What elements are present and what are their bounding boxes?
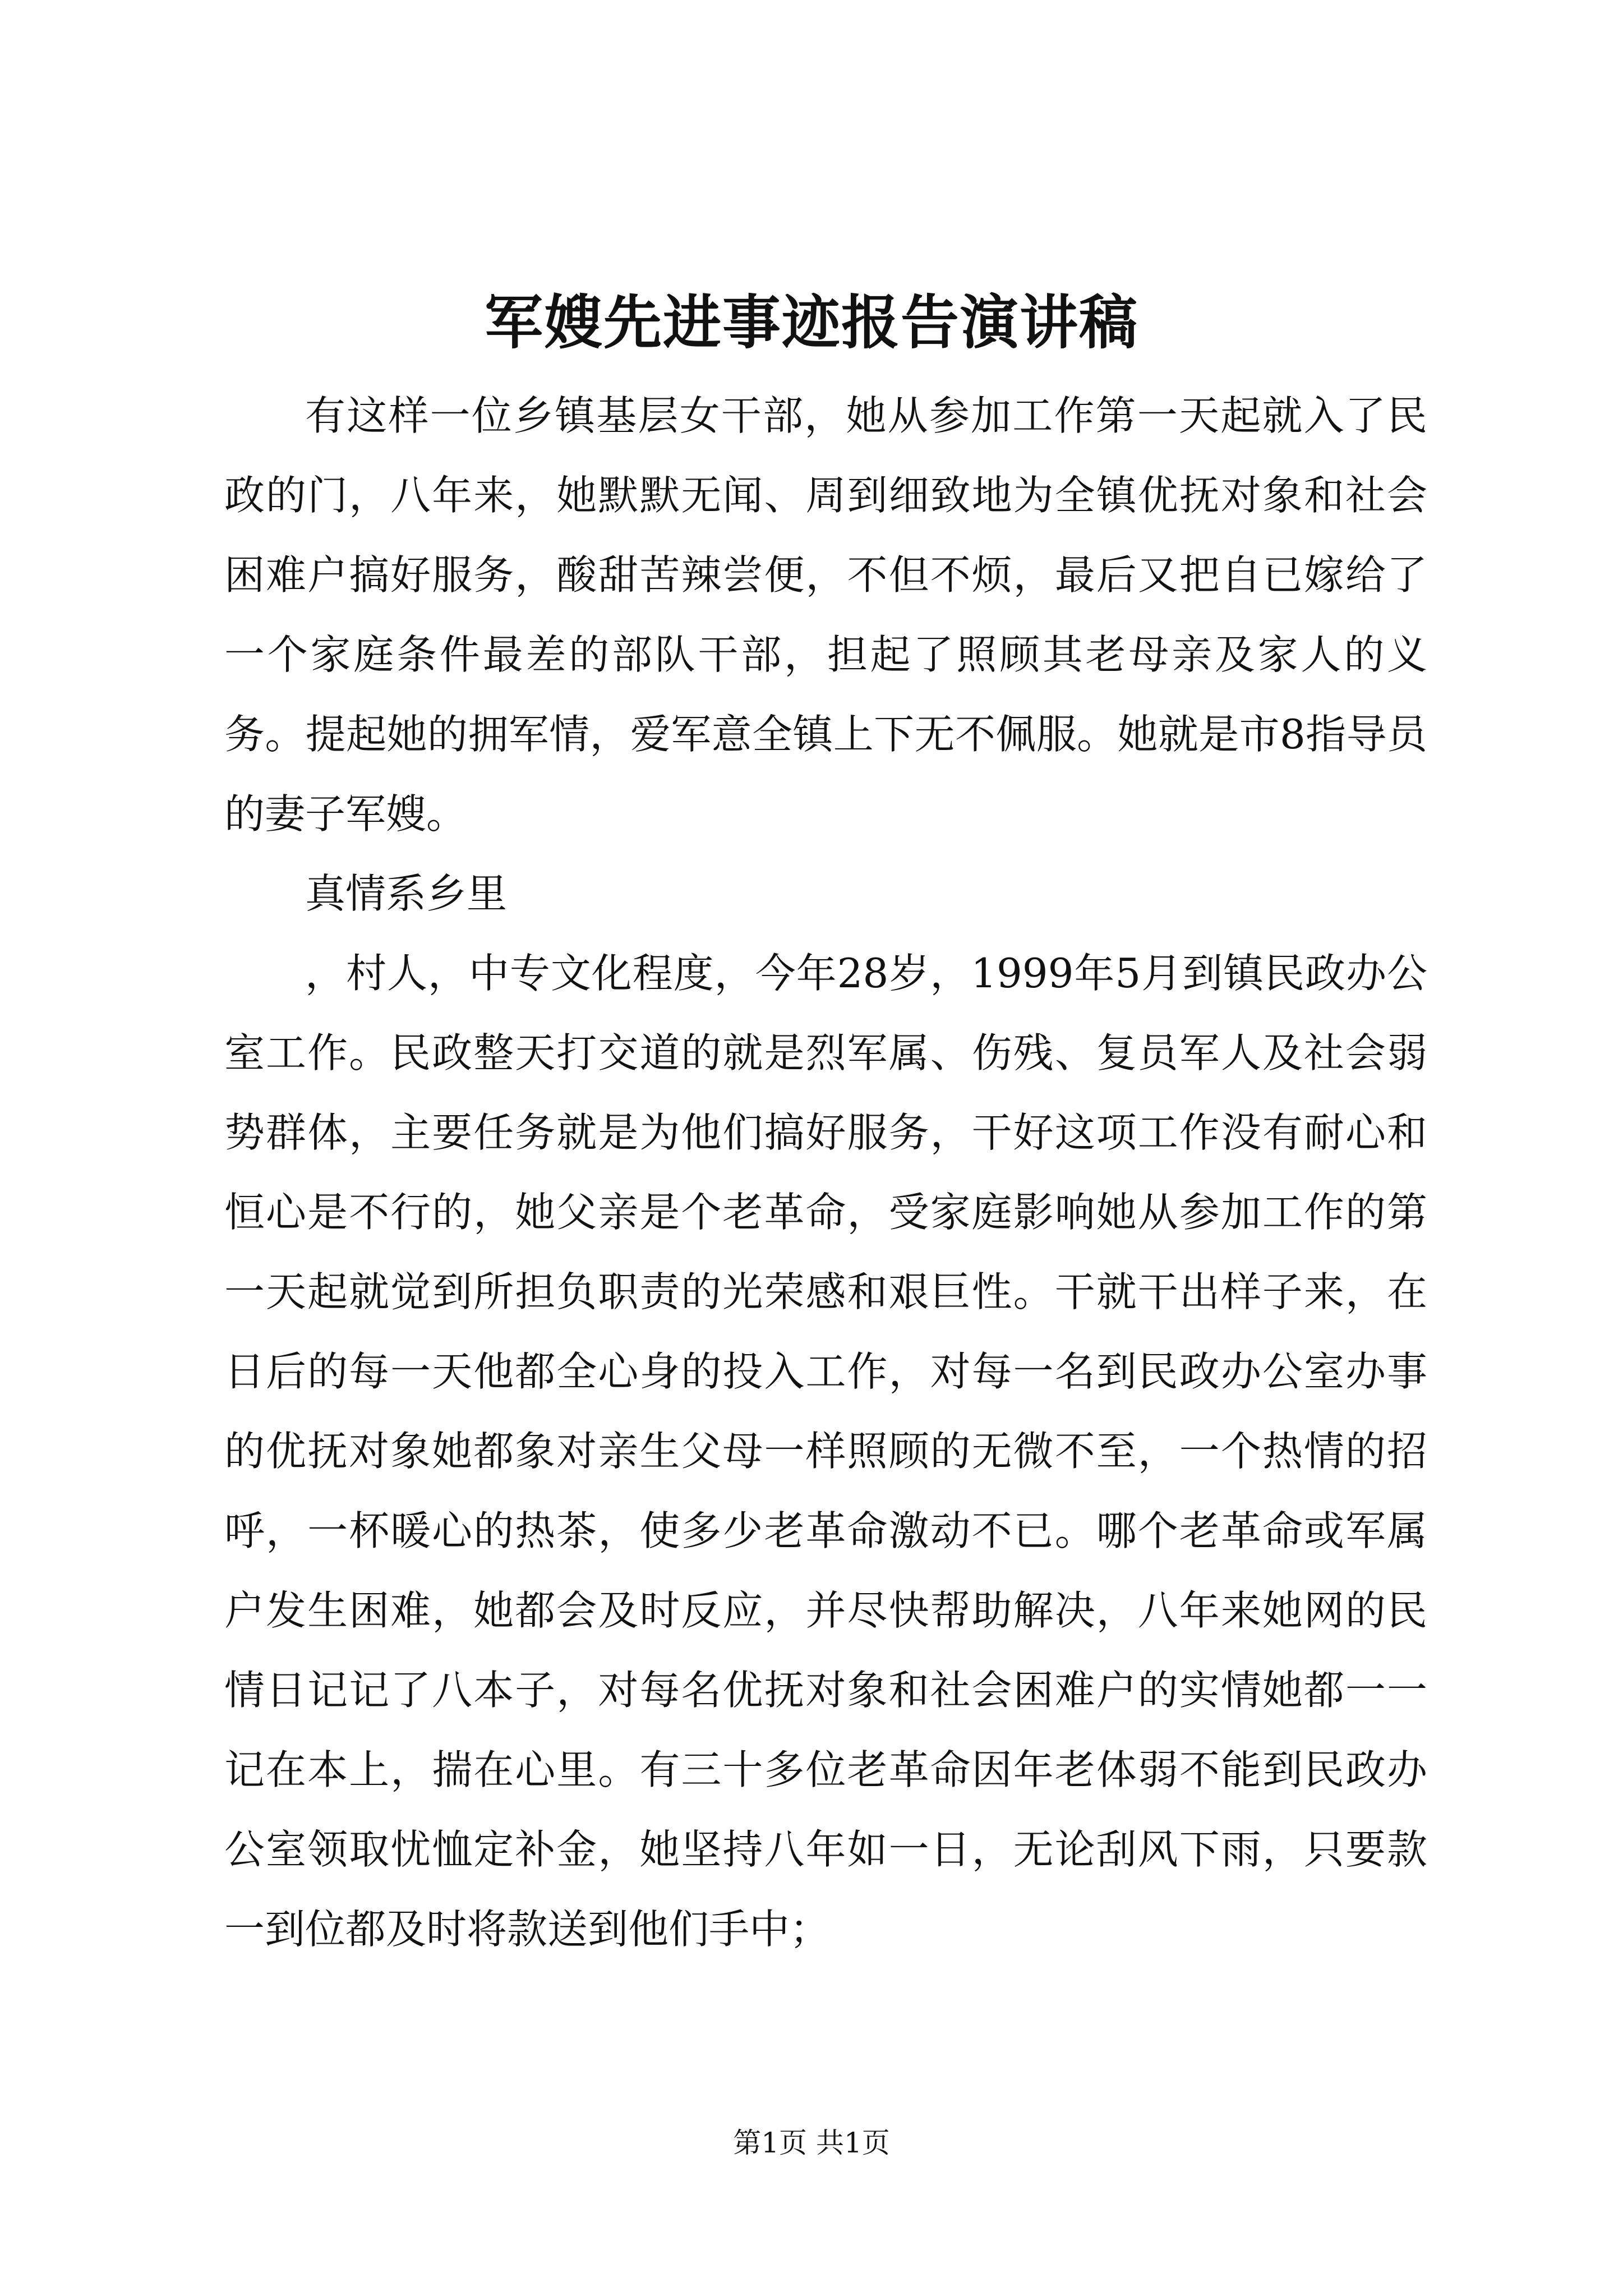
paragraph-main: ，村人，中专文化程度，今年28岁，1999年5月到镇民政办公室工作。民政整天打交道的就是烈军属、伤残、复员军人及社会弱势群体，主要任务就是为他们搞好服务，干好这项工作没有耐心和恒心是不行的，她父亲是个老革命，受家庭影响她从参加工作的第一天起就觉到所担负职责的光荣感和艰巨性。干就干出样子来，在日后的每一天他都全心身的投入工作，对每一名到民政办公室办事的优抚对象她都象对亲生父母一样照顾的无微不至，一个热情的招呼，一杯暖心的热茶，使多少老革命激动不已。哪个老革命或军属户发生困难，她都会及时反应，并尽快帮助解决，八年来她网的民情日记记了八本子，对每名优抚对象和社会困难户的实情她都一一记在本上，揣在心里。有三十多位老革命因年老体弱不能到民政办公室领取忧恤定补金，她坚持八年如一日，无论刮风下雨，只要款一到位都及时将款送到他们手中；	[224, 950, 1427, 1953]
section-heading: 真情系乡里	[305, 870, 508, 917]
page-footer: 第1页 共1页	[733, 2127, 890, 2159]
paragraph-intro: 有这样一位乡镇基层女干部，她从参加工作第一天起就入了民政的门，八年来，她默默无闻、周到细致地为全镇优抚对象和社会困难户搞好服务，酸甜苦辣尝便，不但不烦，最后又把自已嫁给了一个家庭条件最差的部队干部，担起了照顾其老母亲及家人的义务。提起她的拥军情，爱军意全镇上下无不佩服。她就是市8指导员的妻子军嫂。	[224, 392, 1427, 838]
document-body	[224, 376, 1427, 1969]
document-title: 军嫂先进事迹报告演讲稿	[484, 288, 1138, 357]
